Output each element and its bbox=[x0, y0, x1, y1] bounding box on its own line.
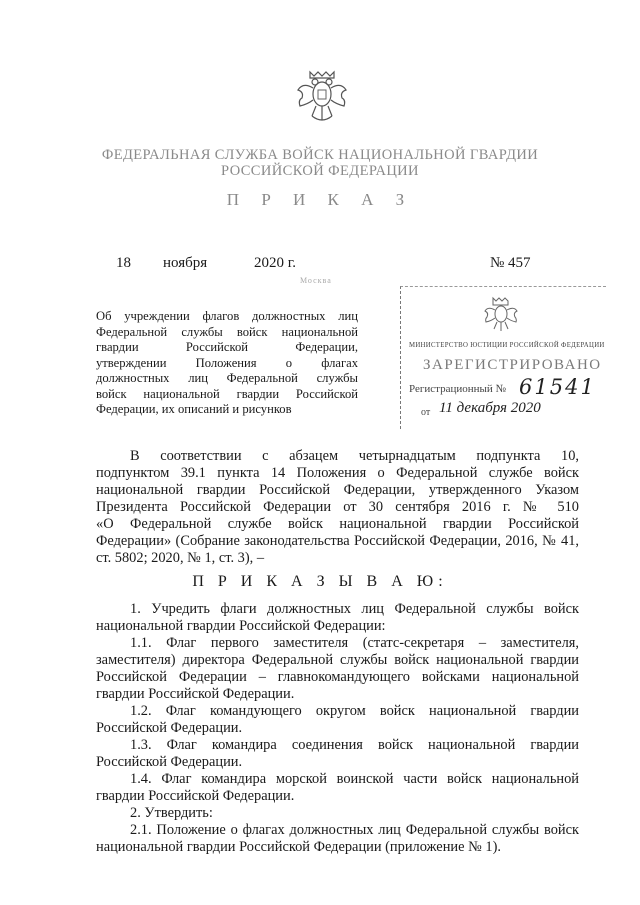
preamble-line: ст. 5802; 2020, № 1, ст. 3), – bbox=[96, 550, 265, 566]
order-item-1-1: 1.1. Флаг первого заместителя (статс-секретаря – заместителя, заместителя) директора Федеральной службы войск национальной гвардии Российской Федерации – главнокомандующего войсками национальной гвардии Российской Федерации. bbox=[96, 635, 579, 702]
subject-line: Об учреждении флагов должностных лиц bbox=[96, 309, 358, 323]
coat-of-arms-emblem-small bbox=[483, 293, 519, 337]
preamble bbox=[96, 448, 579, 567]
date-day: 18 bbox=[116, 255, 131, 271]
order-item-2: 2. Утвердить: bbox=[130, 805, 213, 821]
order-item-1: 1. Учредить флаги должностных лиц Федеральной службы войск национальной гвардии Российской Федерации: bbox=[96, 601, 579, 634]
document-type-title: П Р И К А З bbox=[226, 190, 414, 209]
order-item-1-3: 1.3. Флаг командира соединения войск национальной гвардии Российской Федерации. bbox=[96, 737, 579, 770]
agency-name-line2: РОССИЙСКОЙ ФЕДЕРАЦИИ bbox=[221, 163, 419, 179]
registration-date-label: от bbox=[421, 407, 431, 418]
place-of-issue: Москва bbox=[300, 276, 332, 285]
order-item-1-4: 1.4. Флаг командира морской воинской части войск национальной гвардии Российской Федерации. bbox=[96, 771, 579, 804]
preamble-line: национальной гвардии Российской Федерации, утвержденного Указом bbox=[96, 482, 579, 498]
subject-line: Федеральной службы войск национальной bbox=[96, 324, 358, 339]
agency-name-line1: ФЕДЕРАЛЬНАЯ СЛУЖБА ВОЙСК НАЦИОНАЛЬНОЙ ГВАРДИИ bbox=[101, 147, 539, 163]
preamble-line: В соответствии с абзацем четырнадцатым подпункта 10, bbox=[130, 448, 579, 464]
preamble-line: подпунктом 39.1 пункта 14 Положения о Федеральной службе войск bbox=[96, 465, 579, 481]
registration-number-handwritten: 61541 bbox=[519, 375, 596, 399]
registered-stamp-text: ЗАРЕГИСТРИРОВАНО bbox=[423, 357, 602, 373]
registration-number-label: Регистрационный № bbox=[409, 383, 507, 395]
order-item-2-1: 2.1. Положение о флагах должностных лиц Федеральной службы войск национальной гвардии Российской Федерации (приложение № 1). bbox=[96, 822, 579, 855]
date-year: 2020 г. bbox=[254, 255, 296, 271]
coat-of-arms-emblem bbox=[296, 64, 348, 128]
registration-date-handwritten: 11 декабря 2020 bbox=[439, 400, 541, 416]
order-item-1-2: 1.2. Флаг командующего округом войск национальной гвардии Российской Федерации. bbox=[96, 703, 579, 736]
number-sign: № bbox=[490, 255, 505, 271]
subject-line: гвардии Российской Федерации, bbox=[96, 340, 358, 354]
subject-line: Федерации, их описаний и рисунков bbox=[96, 402, 292, 416]
subject-line: должностных лиц Федеральной службы bbox=[96, 371, 358, 385]
document-number: 457 bbox=[508, 255, 531, 271]
subject-line: войск национальной гвардии Российской bbox=[96, 386, 358, 401]
subject-line: утверждении Положения о флагах bbox=[96, 355, 358, 370]
document-subject bbox=[96, 309, 358, 418]
ministry-name: МИНИСТЕРСТВО ЮСТИЦИИ РОССИЙСКОЙ ФЕДЕРАЦИИ bbox=[409, 342, 605, 349]
preamble-line: Федерации» (Собрание законодательства Российской Федерации, 2016, № 41, bbox=[96, 533, 579, 549]
order-items bbox=[96, 601, 579, 856]
registration-stamp bbox=[400, 286, 606, 429]
preamble-line: «О Федеральной службе войск национальной гвардии Российской bbox=[96, 516, 579, 532]
order-heading: П Р И К А З Ы В А Ю: bbox=[192, 573, 448, 590]
preamble-line: Президента Российской Федерации от 30 сентября 2016 г. № 510 bbox=[96, 499, 579, 515]
date-month: ноября bbox=[163, 255, 208, 271]
